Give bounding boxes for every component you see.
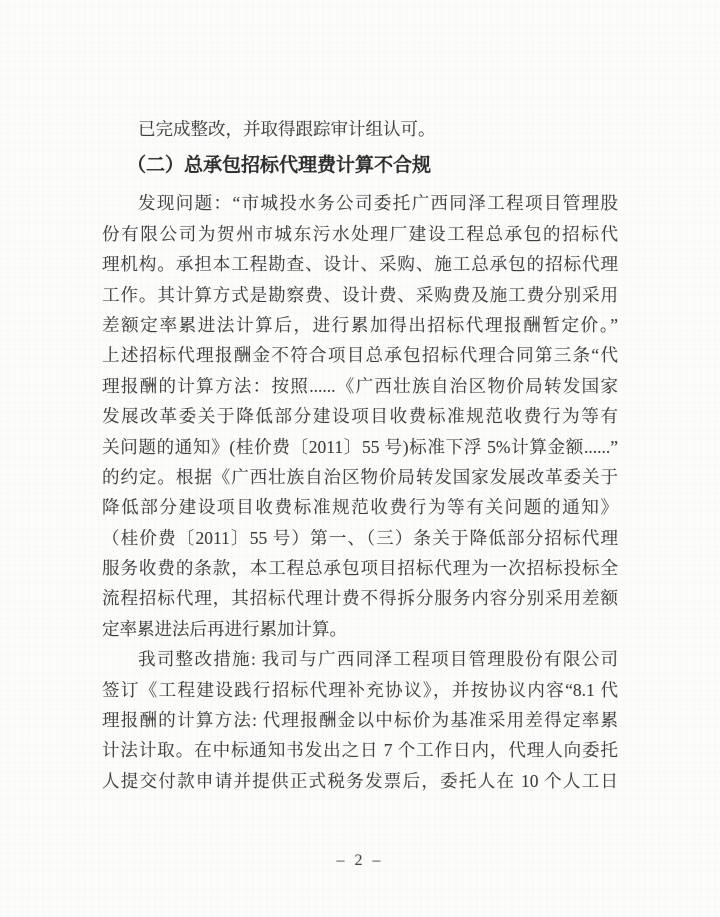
text-line: 上述招标代理报酬金不符合项目总承包招标代理合同第三条“代	[102, 345, 618, 366]
text-line: 定率累进法后再进行累加计算。	[102, 618, 347, 639]
text-line: 的约定。根据《广西壮族自治区物价局转发国家发展改革委关于	[102, 466, 618, 487]
text-line: 计法计取。在中标通知书发出之日 7 个工作日内，代理人向委托	[102, 740, 618, 761]
text-line: 已完成整改，并取得跟踪审计组认可。	[138, 119, 436, 139]
text-line: 关问题的通知》(桂价费〔2011〕55 号)标准下浮 5%计算金额......”	[102, 436, 618, 457]
text-line: 签订《工程建设践行招标代理补充协议》，并按协议内容“8.1 代	[102, 679, 618, 700]
page-number: – 2 –	[336, 852, 384, 869]
text-line: 理报酬的计算方法: 代理报酬金以中标价为基准采用差得定率累	[102, 710, 618, 731]
text-line: 流程招标代理，其招标代理计费不得拆分服务内容分别采用差额	[102, 588, 618, 609]
text-line: 人提交付款申请并提供正式税务发票后，委托人在 10 个人工日	[102, 770, 618, 791]
text-line: 理机构。承担本工程勘查、设计、采购、施工总承包的招标代理	[102, 254, 618, 275]
text-line: 工作。其计算方式是勘察费、设计费、采购费及施工费分别采用	[102, 284, 618, 305]
text-line: 降低部分建设项目收费标准规范收费行为等有关问题的通知》	[102, 497, 618, 518]
text-line: （桂价费〔2011〕55 号）第一、（三）条关于降低部分招标代理	[102, 527, 618, 548]
document-body	[102, 114, 618, 796]
text-line: 发展改革委关于降低部分建设项目收费标准规范收费行为等有	[102, 406, 618, 427]
text-line: 份有限公司为贺州市城东污水处理厂建设工程总承包的招标代	[102, 223, 618, 244]
text-line: 我司整改措施: 我司与广西同泽工程项目管理股份有限公司	[138, 649, 618, 670]
text-line: 理报酬的计算方法：按照......《广西壮族自治区物价局转发国家	[102, 375, 618, 396]
text-line: 发现问题：“市城投水务公司委托广西同泽工程项目管理股	[138, 193, 618, 214]
text-line: 差额定率累进法计算后，进行累加得出招标代理报酬暂定价。”	[102, 314, 618, 335]
section-heading: （二）总承包招标代理费计算不合规	[127, 155, 432, 177]
text-line: 服务收费的条款，本工程总承包项目招标代理为一次招标投标全	[102, 558, 618, 579]
